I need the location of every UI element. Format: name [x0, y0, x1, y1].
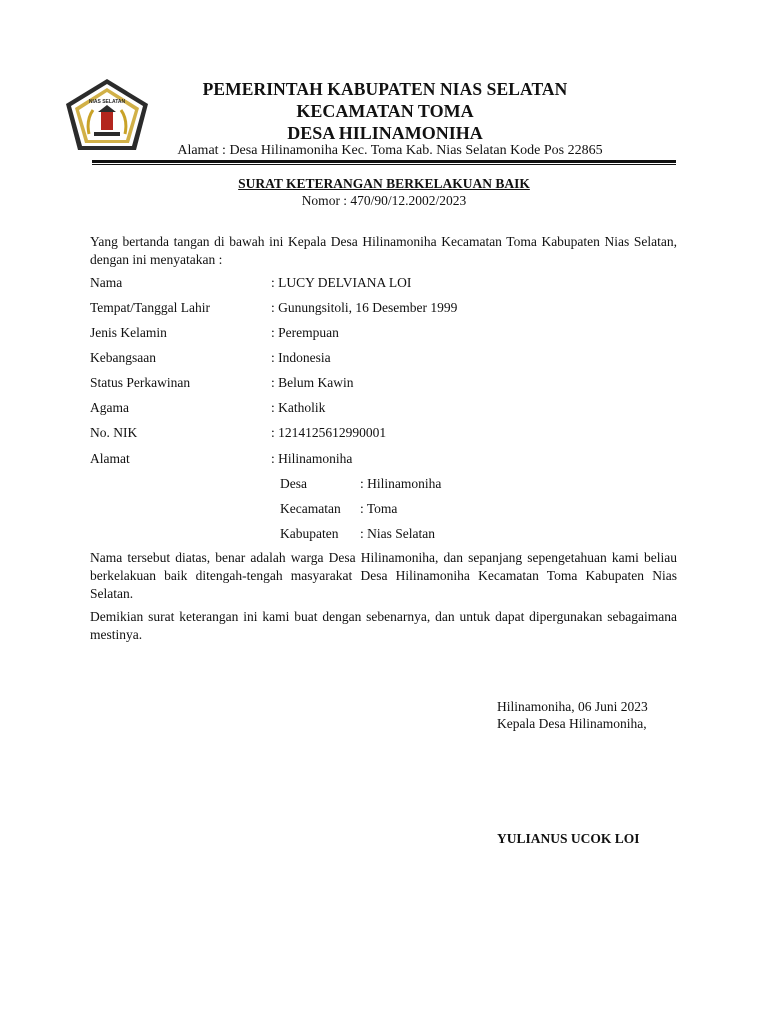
intro-paragraph: Yang bertanda tangan di bawah ini Kepala Desa Hilinamoniha Kecamatan Toma Kabupaten Nias Selatan, dengan ini menyatakan : [90, 234, 677, 267]
letter-title-text: SURAT KETERANGAN BERKELAKUAN BAIK [238, 176, 530, 191]
field-label-nationality: Kebangsaan [90, 350, 156, 365]
letter-title [150, 176, 618, 192]
signature-place-date: Hilinamoniha, 06 Juni 2023 [497, 699, 648, 714]
address-sub-label-village: Desa [280, 476, 307, 491]
field-label-religion: Agama [90, 400, 129, 415]
field-label-marital: Status Perkawinan [90, 375, 191, 390]
address-sub-value-district: : Toma [360, 501, 398, 516]
address-sub-label-district: Kecamatan [280, 501, 341, 516]
address-sub-label-regency: Kabupaten [280, 526, 339, 541]
letterhead-address: Alamat : Desa Hilinamoniha Kec. Toma Kab. Nias Selatan Kode Pos 22865 [177, 143, 603, 158]
field-value-nik: : 1214125612990001 [271, 425, 387, 440]
emblem-caption: NIAS SELATAN [88, 99, 126, 105]
signature-position: Kepala Desa Hilinamoniha, [497, 716, 647, 731]
field-value-birth: : Gunungsitoli, 16 Desember 1999 [271, 300, 458, 315]
field-label-birth: Tempat/Tanggal Lahir [90, 300, 210, 315]
letterhead-regency: PEMERINTAH KABUPATEN NIAS SELATAN [202, 79, 568, 99]
field-label-nik: No. NIK [90, 425, 138, 440]
field-value-gender: : Perempuan [271, 325, 339, 340]
field-value-nationality: : Indonesia [271, 350, 331, 365]
letter-number: Nomor : 470/90/12.2002/2023 [301, 193, 467, 208]
address-sub-value-regency: : Nias Selatan [360, 526, 435, 541]
letterhead-district: KECAMATAN TOMA [296, 101, 474, 121]
letterhead-divider-thick [92, 160, 676, 163]
field-value-address: : Hilinamoniha [271, 451, 353, 466]
field-value-nama: : LUCY DELVIANA LOI [271, 275, 412, 290]
statement-paragraph: Nama tersebut diatas, benar adalah warga Desa Hilinamoniha, dan sepanjang sepengetahuan kami beliau berkelakuan baik ditengah-tengah masyarakat Desa Hilinamoniha Kecamatan Toma Kabupaten Nias Selatan. [90, 550, 677, 601]
field-value-religion: : Katholik [271, 400, 326, 415]
letterhead-village: DESA HILINAMONIHA [287, 123, 483, 143]
address-sub-value-village: : Hilinamoniha [360, 476, 442, 491]
field-label-nama: Nama [90, 275, 123, 290]
signatory-name: YULIANUS UCOK LOI [497, 831, 640, 846]
closing-paragraph: Demikian surat keterangan ini kami buat dengan sebenarnya, dan untuk dapat dipergunakan sebagaimana mestinya. [90, 609, 677, 642]
letterhead-divider-thin [92, 164, 676, 165]
field-label-gender: Jenis Kelamin [90, 325, 167, 340]
field-label-address: Alamat [90, 451, 130, 466]
field-value-marital: : Belum Kawin [271, 375, 354, 390]
